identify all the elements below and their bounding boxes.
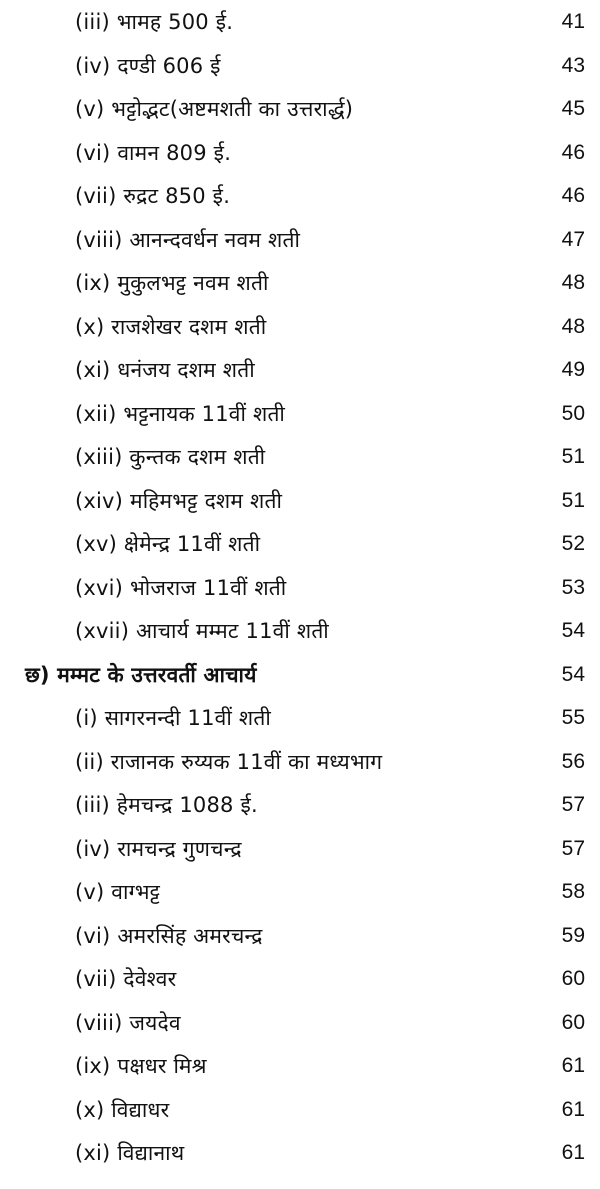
toc-entry-title: (vii) देवेश्वर [75, 967, 177, 991]
toc-entry-title: (xvi) भोजराज 11वीं शती [75, 576, 287, 600]
toc-entry [75, 87, 585, 131]
toc-entry [75, 131, 585, 175]
toc-entry [75, 174, 585, 218]
toc-entry-title: (v) भट्टोद्भट(अष्टमशती का उत्तरार्द्ध) [75, 97, 354, 121]
page-number: 59 [561, 924, 585, 947]
toc-entry-title: (xvii) आचार्य मम्मट 11वीं शती [75, 619, 329, 643]
toc-entry-title: (xv) क्षेमेन्द्र 11वीं शती [75, 532, 261, 556]
page-number: 52 [561, 532, 585, 555]
toc-entry [75, 783, 585, 827]
page-number: 50 [561, 402, 585, 425]
page-number: 61 [561, 1054, 585, 1077]
toc-entry-title: (v) वाग्भट्ट [75, 880, 161, 904]
toc-entry [75, 957, 585, 1001]
page-number: 49 [561, 358, 585, 381]
page-number: 46 [561, 184, 585, 207]
toc-entry-title: (xii) भट्टनायक 11वीं शती [75, 402, 286, 426]
page-number: 54 [561, 663, 585, 686]
page-number: 57 [561, 837, 585, 860]
toc-entry [75, 305, 585, 349]
toc-entry-title: (vii) रुद्रट 850 ई. [75, 184, 231, 208]
section-heading-title: छ) मम्मट के उत्तरवर्ती आचार्य [25, 663, 257, 687]
toc-entry [75, 479, 585, 523]
toc-entry [75, 740, 585, 784]
toc-entry-title: (xi) धनंजय दशम शती [75, 358, 255, 382]
toc-entry-title: (vi) वामन 809 ई. [75, 141, 232, 165]
page-number: 61 [561, 1098, 585, 1121]
toc-entry [75, 1001, 585, 1045]
toc-entry-title: (vi) अमरसिंह अमरचन्द्र [75, 924, 263, 948]
page-number: 58 [561, 880, 585, 903]
toc-entry-title: (ix) पक्षधर मिश्र [75, 1054, 207, 1078]
page-number: 53 [561, 576, 585, 599]
page-number: 61 [561, 1141, 585, 1164]
page-number: 54 [561, 619, 585, 642]
page-number: 55 [561, 706, 585, 729]
section-heading [25, 653, 585, 697]
page-number: 41 [561, 10, 585, 33]
toc-entry-title: (viii) जयदेव [75, 1011, 181, 1035]
toc-entry [75, 44, 585, 88]
toc-entry [75, 218, 585, 262]
toc-entry [75, 348, 585, 392]
toc-entry-title: (xi) विद्यानाथ [75, 1141, 185, 1165]
toc-entry [75, 827, 585, 871]
page-number: 48 [561, 271, 585, 294]
toc-entry [75, 1088, 585, 1132]
page-number: 56 [561, 750, 585, 773]
page-number: 47 [561, 228, 585, 251]
toc-entry-title: (iv) रामचन्द्र गुणचन्द्र [75, 837, 242, 861]
toc-entry [75, 870, 585, 914]
toc-entry [75, 0, 585, 44]
page-number: 51 [561, 445, 585, 468]
toc-entry-title: (xiii) कुन्तक दशम शती [75, 445, 266, 469]
toc-entry [75, 1044, 585, 1088]
toc-entry [75, 261, 585, 305]
toc-entry-title: (x) राजशेखर दशम शती [75, 315, 267, 339]
page-number: 48 [561, 315, 585, 338]
toc-entry-title: (ii) राजानक रुय्यक 11वीं का मध्यभाग [75, 750, 383, 774]
toc-entry [75, 1131, 585, 1175]
page-number: 46 [561, 141, 585, 164]
toc-entry-title: (ix) मुकुलभट्ट नवम शती [75, 271, 269, 295]
toc-entry-title: (x) विद्याधर [75, 1098, 170, 1122]
page-number: 43 [561, 54, 585, 77]
page-number: 60 [561, 967, 585, 990]
toc-entry-title: (iii) भामह 500 ई. [75, 10, 234, 34]
page-number: 60 [561, 1011, 585, 1034]
page-number: 45 [561, 97, 585, 120]
toc-entry [75, 435, 585, 479]
toc-entry-title: (viii) आनन्दवर्धन नवम शती [75, 228, 301, 252]
toc-entry-title: (iii) हेमचन्द्र 1088 ई. [75, 793, 258, 817]
toc-entry-title: (i) सागरनन्दी 11वीं शती [75, 706, 271, 730]
toc-entry [75, 392, 585, 436]
toc-entry [75, 609, 585, 653]
toc-entry-title: (iv) दण्डी 606 ई [75, 54, 221, 78]
page-number: 51 [561, 489, 585, 512]
toc-entry-title: (xiv) महिमभट्ट दशम शती [75, 489, 283, 513]
toc-entry [75, 522, 585, 566]
toc-entry [75, 566, 585, 610]
toc-entry [75, 696, 585, 740]
page-number: 57 [561, 793, 585, 816]
toc-entry [75, 914, 585, 958]
